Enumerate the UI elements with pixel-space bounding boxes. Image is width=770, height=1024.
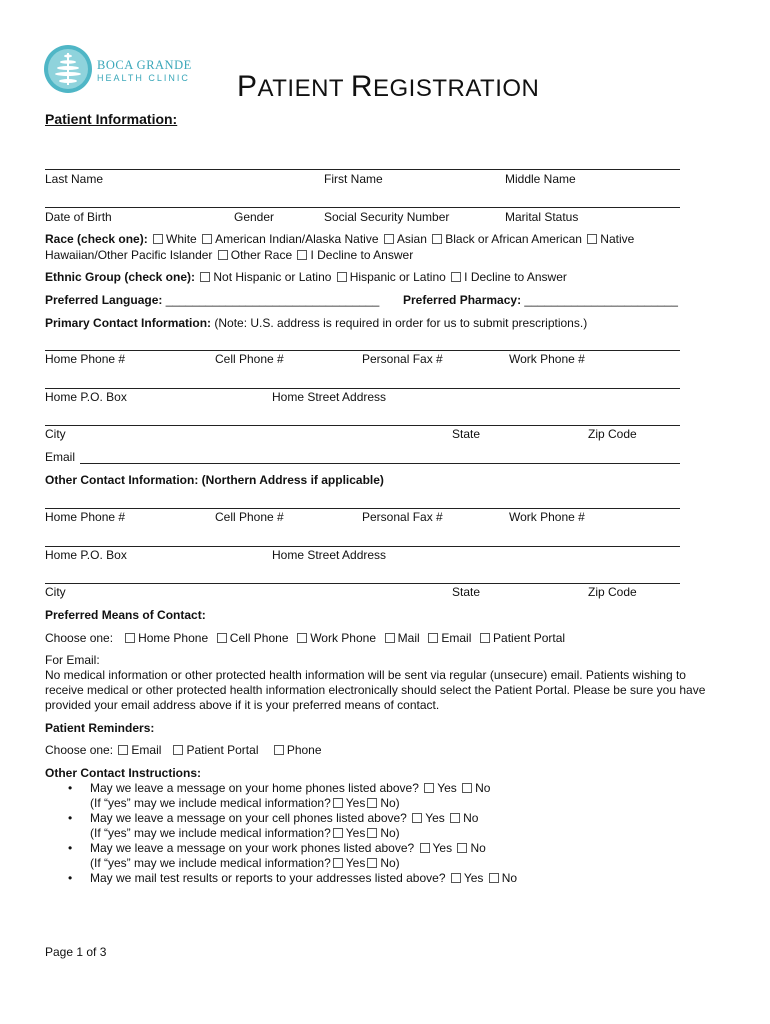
page-number: Page 1 of 3 xyxy=(45,945,107,959)
primary-city-line[interactable] xyxy=(45,425,680,426)
instructions-list xyxy=(45,781,750,886)
work-medinfo-no-checkbox[interactable] xyxy=(367,858,377,868)
list-item: • May we mail test results or reports to your addresses listed above? Yes No xyxy=(68,871,518,885)
means-heading: Preferred Means of Contact: xyxy=(45,608,206,622)
home-msg-no-checkbox[interactable] xyxy=(462,783,472,793)
cell-medinfo-no-checkbox[interactable] xyxy=(367,828,377,838)
work-phone-label: Work Phone # xyxy=(509,352,585,366)
dob-label: Date of Birth xyxy=(45,210,112,224)
reminder-portal-checkbox[interactable] xyxy=(173,745,183,755)
patient-info-heading: Patient Information: xyxy=(45,111,178,127)
state-label: State xyxy=(452,427,481,441)
primary-phone-line[interactable] xyxy=(45,350,680,351)
pharmacy-field[interactable]: _______________________ xyxy=(524,293,678,307)
cell-medinfo-yes-checkbox[interactable] xyxy=(333,828,343,838)
other-home-phone-label: Home Phone # xyxy=(45,510,126,524)
primary-address-line[interactable] xyxy=(45,388,680,389)
primary-contact-heading: Primary Contact Information: (Note: U.S. address is required in order for us to submit prescriptions.) xyxy=(45,316,588,330)
gender-label: Gender xyxy=(234,210,275,224)
zip-label: Zip Code xyxy=(588,427,637,441)
means-work-phone-checkbox[interactable] xyxy=(297,633,307,643)
other-contact-heading: Other Contact Information: (Northern Address if applicable) xyxy=(45,473,384,487)
language-row xyxy=(45,293,379,307)
language-field[interactable]: ________________________________ xyxy=(165,293,380,307)
ethnic-row: Ethnic Group (check one): Not Hispanic or Latino Hispanic or Latino I Decline to Answer xyxy=(45,270,567,284)
language-label: Preferred Language: xyxy=(45,293,163,307)
list-item: • May we leave a message on your work phones listed above? Yes No (If “yes” may we include medical information? Yes No) xyxy=(68,841,486,870)
other-phone-line[interactable] xyxy=(45,508,680,509)
for-email-label: For Email: xyxy=(45,653,100,667)
cell-msg-yes-checkbox[interactable] xyxy=(412,813,422,823)
means-home-phone-checkbox[interactable] xyxy=(125,633,135,643)
email-disclaimer: No medical information or other protected health information will be sent via regular (unsecure) email. Patients wishing to receive medical or other protected health information electronically should select the Patient Portal. Please be sure you have provided your email address above if it is your preferred means of contact. xyxy=(45,668,706,712)
last-name-label: Last Name xyxy=(45,172,104,186)
race-asian-checkbox[interactable] xyxy=(384,234,394,244)
ethnic-label: Ethnic Group (check one): xyxy=(45,270,196,284)
pharmacy-label: Preferred Pharmacy: xyxy=(403,293,522,307)
other-state-label: State xyxy=(452,585,481,599)
home-medinfo-no-checkbox[interactable] xyxy=(367,798,377,808)
other-po-box-label: Home P.O. Box xyxy=(45,548,127,562)
other-city-line[interactable] xyxy=(45,583,680,584)
fax-label: Personal Fax # xyxy=(362,352,443,366)
email-field[interactable] xyxy=(80,463,680,464)
other-work-phone-label: Work Phone # xyxy=(509,510,585,524)
means-cell-phone-checkbox[interactable] xyxy=(217,633,227,643)
other-city-label: City xyxy=(45,585,66,599)
race-native-hawaiian-checkbox[interactable] xyxy=(587,234,597,244)
home-medinfo-yes-checkbox[interactable] xyxy=(333,798,343,808)
street-label: Home Street Address xyxy=(272,390,387,404)
means-mail-checkbox[interactable] xyxy=(385,633,395,643)
email-label: Email xyxy=(45,450,76,464)
cell-msg-no-checkbox[interactable] xyxy=(450,813,460,823)
race-black-checkbox[interactable] xyxy=(432,234,442,244)
race-row: Race (check one): White American Indian/Alaska Native Asian Black or African American Native xyxy=(45,232,635,246)
other-zip-label: Zip Code xyxy=(588,585,637,599)
ethnic-decline-checkbox[interactable] xyxy=(451,272,461,282)
cell-phone-label: Cell Phone # xyxy=(215,352,284,366)
other-address-line[interactable] xyxy=(45,546,680,547)
race-american-indian-checkbox[interactable] xyxy=(202,234,212,244)
name-line[interactable] xyxy=(45,169,680,170)
marital-label: Marital Status xyxy=(505,210,579,224)
work-msg-yes-checkbox[interactable] xyxy=(420,843,430,853)
tree-logo-icon xyxy=(43,44,93,94)
mail-results-yes-checkbox[interactable] xyxy=(451,873,461,883)
race-other-checkbox[interactable] xyxy=(218,250,228,260)
reminder-email-checkbox[interactable] xyxy=(118,745,128,755)
ethnic-not-hispanic-checkbox[interactable] xyxy=(200,272,210,282)
means-portal-checkbox[interactable] xyxy=(480,633,490,643)
reminders-heading: Patient Reminders: xyxy=(45,721,155,735)
logo-line2: HEALTH CLINIC xyxy=(97,73,190,83)
home-msg-yes-checkbox[interactable] xyxy=(424,783,434,793)
reminders-row: Choose one: Email Patient Portal Phone xyxy=(45,743,322,757)
list-item: • May we leave a message on your home phones listed above? Yes No (If “yes” may we include medical information? Yes No) xyxy=(68,781,491,810)
ssn-label: Social Security Number xyxy=(324,210,450,224)
logo-line1: BOCA GRANDE xyxy=(97,58,192,72)
city-label: City xyxy=(45,427,66,441)
race-row-2: Hawaiian/Other Pacific Islander Other Race I Decline to Answer xyxy=(45,248,414,262)
middle-name-label: Middle Name xyxy=(505,172,576,186)
race-decline-checkbox[interactable] xyxy=(297,250,307,260)
other-fax-label: Personal Fax # xyxy=(362,510,443,524)
means-row: Choose one: Home Phone Cell Phone Work Phone Mail Email Patient Portal xyxy=(45,631,566,645)
reminder-phone-checkbox[interactable] xyxy=(274,745,284,755)
pharmacy-row xyxy=(403,293,678,307)
list-item: • May we leave a message on your cell phones listed above? Yes No (If “yes” may we include medical information? Yes No) xyxy=(68,811,479,840)
means-email-checkbox[interactable] xyxy=(428,633,438,643)
race-label: Race (check one): xyxy=(45,232,148,246)
race-white-checkbox[interactable] xyxy=(153,234,163,244)
dob-line[interactable] xyxy=(45,207,680,208)
home-phone-label: Home Phone # xyxy=(45,352,126,366)
work-msg-no-checkbox[interactable] xyxy=(457,843,467,853)
ethnic-hispanic-checkbox[interactable] xyxy=(337,272,347,282)
first-name-label: First Name xyxy=(324,172,383,186)
other-street-label: Home Street Address xyxy=(272,548,387,562)
work-medinfo-yes-checkbox[interactable] xyxy=(333,858,343,868)
po-box-label: Home P.O. Box xyxy=(45,390,127,404)
mail-results-no-checkbox[interactable] xyxy=(489,873,499,883)
page-title: PATIENT REGISTRATION xyxy=(237,70,540,103)
other-cell-phone-label: Cell Phone # xyxy=(215,510,284,524)
instructions-heading: Other Contact Instructions: xyxy=(45,766,202,780)
